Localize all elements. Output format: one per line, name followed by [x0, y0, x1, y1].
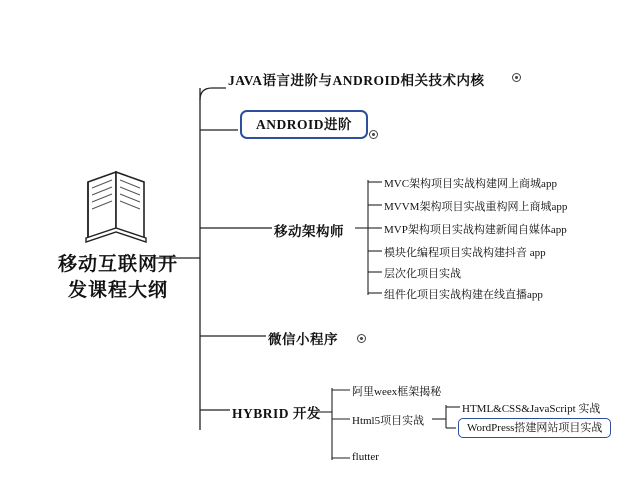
- architect-child-6[interactable]: 组件化项目实战构建在线直播app: [384, 289, 543, 301]
- collapse-dot-android-advanced[interactable]: [369, 130, 378, 139]
- architect-child-5[interactable]: 层次化项目实战: [384, 268, 461, 280]
- html5-child-wordpress-label: WordPress搭建网站项目实战: [458, 418, 611, 438]
- branch-android-advanced-label: ANDROID进阶: [240, 110, 368, 139]
- collapse-dot-java-android[interactable]: [512, 73, 521, 82]
- branch-hybrid-label[interactable]: HYBRID 开发: [232, 406, 321, 421]
- branch-wechat-miniprogram-label[interactable]: 微信小程序: [268, 332, 338, 347]
- architect-child-1[interactable]: MVC架构项目实战构建网上商城app: [384, 178, 557, 190]
- root-line-2: 发课程大纲: [67, 280, 168, 301]
- html5-child-wordpress[interactable]: [458, 418, 611, 436]
- root-node-label: [28, 252, 208, 304]
- architect-child-3[interactable]: MVP架构项目实战构建新闻自媒体app: [384, 224, 567, 236]
- hybrid-child-flutter[interactable]: flutter: [352, 451, 379, 463]
- hybrid-child-html5[interactable]: Html5项目实战: [352, 415, 425, 427]
- branch-java-android-label[interactable]: JAVA语言进阶与ANDROID相关技术内核: [228, 73, 485, 88]
- book-icon: [82, 168, 154, 246]
- hybrid-child-weex[interactable]: 阿里weex框架揭秘: [352, 386, 442, 398]
- html5-child-htmlcssjs[interactable]: HTML&CSS&JavaScript 实战: [462, 403, 601, 415]
- architect-child-2[interactable]: MVVM架构项目实战重构网上商城app: [384, 201, 568, 213]
- root-line-1: 移动互联网开: [57, 254, 178, 275]
- branch-mobile-architect-label[interactable]: 移动架构师: [274, 224, 344, 239]
- collapse-dot-wechat-miniprogram[interactable]: [357, 334, 366, 343]
- architect-child-4[interactable]: 模块化编程项目实战构建抖音 app: [384, 247, 546, 259]
- branch-android-advanced[interactable]: [240, 113, 368, 134]
